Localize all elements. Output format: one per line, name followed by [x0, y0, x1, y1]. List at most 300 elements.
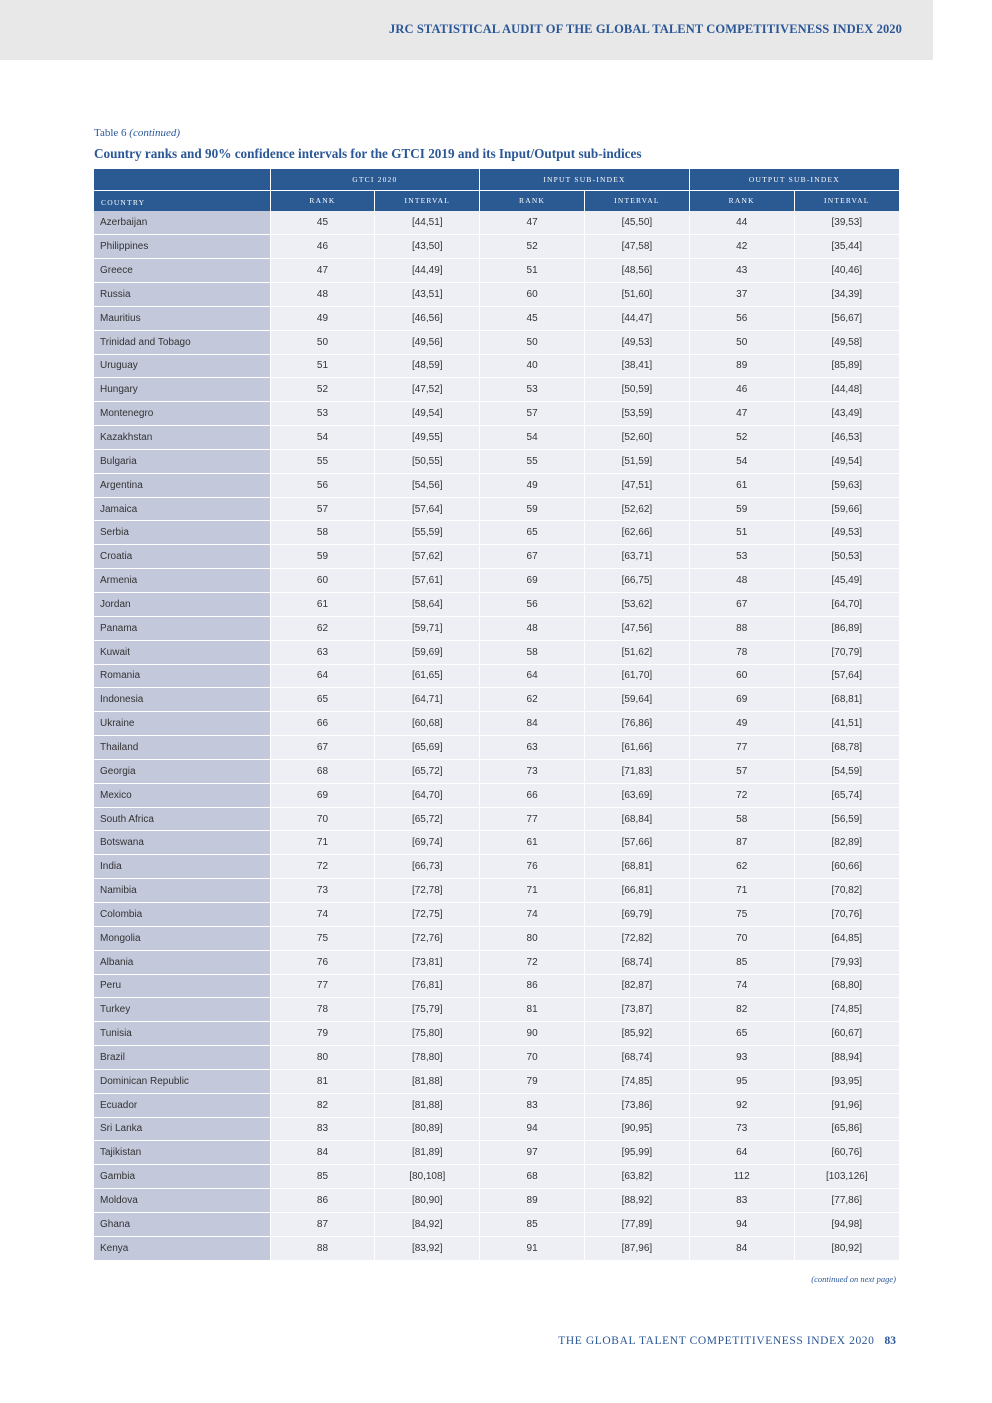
continued-note: (continued on next page) — [811, 1274, 896, 1284]
table-title: Country ranks and 90% confidence intervals for the GTCI 2019 and its Input/Output sub-indices — [94, 146, 642, 161]
table-row — [94, 616, 899, 640]
output-interval-cell: [65,74] — [794, 783, 899, 807]
gtci-interval-cell: [58,64] — [375, 593, 480, 617]
gtci-interval-cell: [48,59] — [375, 354, 480, 378]
table-row — [94, 1046, 899, 1070]
gtci-interval-cell: [80,90] — [375, 1189, 480, 1213]
input-interval-cell: [88,92] — [584, 1189, 689, 1213]
gtci-interval-cell: [78,80] — [375, 1046, 480, 1070]
gtci-rank-cell: 57 — [270, 497, 375, 521]
gtci-interval-cell: [57,62] — [375, 545, 480, 569]
output-interval-cell: [46,53] — [794, 426, 899, 450]
input-rank-cell: 52 — [480, 235, 585, 259]
input-interval-cell: [69,79] — [584, 902, 689, 926]
table-row — [94, 473, 899, 497]
output-interval-cell: [64,85] — [794, 926, 899, 950]
input-interval-cell: [47,58] — [584, 235, 689, 259]
input-rank-cell: 55 — [480, 449, 585, 473]
gtci-rank-cell: 54 — [270, 426, 375, 450]
country-cell: Hungary — [94, 378, 270, 402]
header-gtci-interval: INTERVAL — [375, 190, 480, 211]
input-interval-cell: [85,92] — [584, 1022, 689, 1046]
input-interval-cell: [53,59] — [584, 402, 689, 426]
table-row — [94, 807, 899, 831]
country-cell: Trinidad and Tobago — [94, 330, 270, 354]
output-interval-cell: [70,79] — [794, 640, 899, 664]
output-interval-cell: [49,53] — [794, 521, 899, 545]
output-rank-cell: 50 — [689, 330, 794, 354]
gtci-rank-cell: 56 — [270, 473, 375, 497]
gtci-rank-cell: 72 — [270, 855, 375, 879]
input-interval-cell: [68,81] — [584, 855, 689, 879]
country-cell: Panama — [94, 616, 270, 640]
table-continued-label: (continued) — [129, 127, 180, 139]
output-rank-cell: 88 — [689, 616, 794, 640]
input-rank-cell: 69 — [480, 569, 585, 593]
table-row — [94, 378, 899, 402]
gtci-rank-cell: 86 — [270, 1189, 375, 1213]
output-rank-cell: 51 — [689, 521, 794, 545]
table-row — [94, 736, 899, 760]
country-cell: Dominican Republic — [94, 1069, 270, 1093]
output-rank-cell: 54 — [689, 449, 794, 473]
input-interval-cell: [57,66] — [584, 831, 689, 855]
table-row — [94, 831, 899, 855]
input-rank-cell: 45 — [480, 306, 585, 330]
input-interval-cell: [61,66] — [584, 736, 689, 760]
gtci-interval-cell: [49,54] — [375, 402, 480, 426]
gtci-interval-cell: [73,81] — [375, 950, 480, 974]
output-interval-cell: [43,49] — [794, 402, 899, 426]
gtci-interval-cell: [57,61] — [375, 569, 480, 593]
input-interval-cell: [66,81] — [584, 879, 689, 903]
country-cell: Jordan — [94, 593, 270, 617]
gtci-interval-cell: [66,73] — [375, 855, 480, 879]
sub-header-row — [94, 190, 899, 211]
gtci-rank-cell: 75 — [270, 926, 375, 950]
gtci-rank-cell: 59 — [270, 545, 375, 569]
footer-title: THE GLOBAL TALENT COMPETITIVENESS INDEX 2020 — [558, 1335, 875, 1347]
output-interval-cell: [50,53] — [794, 545, 899, 569]
header-input-rank: RANK — [480, 190, 585, 211]
country-cell: Greece — [94, 259, 270, 283]
output-rank-cell: 65 — [689, 1022, 794, 1046]
table-row — [94, 1212, 899, 1236]
gtci-interval-cell: [81,89] — [375, 1141, 480, 1165]
output-interval-cell: [82,89] — [794, 831, 899, 855]
output-rank-cell: 95 — [689, 1069, 794, 1093]
input-interval-cell: [45,50] — [584, 211, 689, 235]
input-rank-cell: 61 — [480, 831, 585, 855]
input-rank-cell: 76 — [480, 855, 585, 879]
table-row — [94, 998, 899, 1022]
country-cell: Bulgaria — [94, 449, 270, 473]
gtci-interval-cell: [84,92] — [375, 1212, 480, 1236]
input-interval-cell: [68,84] — [584, 807, 689, 831]
table-row — [94, 354, 899, 378]
gtci-interval-cell: [44,51] — [375, 211, 480, 235]
table-row — [94, 497, 899, 521]
input-rank-cell: 94 — [480, 1117, 585, 1141]
country-cell: Tajikistan — [94, 1141, 270, 1165]
page-footer — [558, 1335, 896, 1347]
input-rank-cell: 48 — [480, 616, 585, 640]
table-row — [94, 259, 899, 283]
header-output-rank: RANK — [689, 190, 794, 211]
country-cell: Jamaica — [94, 497, 270, 521]
gtci-rank-cell: 55 — [270, 449, 375, 473]
input-rank-cell: 73 — [480, 759, 585, 783]
table-row — [94, 950, 899, 974]
gtci-interval-cell: [80,89] — [375, 1117, 480, 1141]
output-rank-cell: 85 — [689, 950, 794, 974]
gtci-interval-cell: [69,74] — [375, 831, 480, 855]
country-cell: Sri Lanka — [94, 1117, 270, 1141]
output-interval-cell: [77,86] — [794, 1189, 899, 1213]
input-interval-cell: [50,59] — [584, 378, 689, 402]
gtci-interval-cell: [61,65] — [375, 664, 480, 688]
gtci-rank-cell: 76 — [270, 950, 375, 974]
output-rank-cell: 83 — [689, 1189, 794, 1213]
input-rank-cell: 54 — [480, 426, 585, 450]
input-rank-cell: 66 — [480, 783, 585, 807]
gtci-rank-cell: 46 — [270, 235, 375, 259]
input-rank-cell: 62 — [480, 688, 585, 712]
gtci-rank-cell: 79 — [270, 1022, 375, 1046]
country-cell: Argentina — [94, 473, 270, 497]
output-interval-cell: [44,48] — [794, 378, 899, 402]
country-cell: Montenegro — [94, 402, 270, 426]
input-rank-cell: 74 — [480, 902, 585, 926]
output-rank-cell: 87 — [689, 831, 794, 855]
input-rank-cell: 68 — [480, 1165, 585, 1189]
output-rank-cell: 67 — [689, 593, 794, 617]
input-rank-cell: 97 — [480, 1141, 585, 1165]
input-interval-cell: [51,62] — [584, 640, 689, 664]
output-interval-cell: [54,59] — [794, 759, 899, 783]
table-row — [94, 1022, 899, 1046]
page-number: 83 — [884, 1335, 896, 1347]
input-interval-cell: [82,87] — [584, 974, 689, 998]
input-rank-cell: 51 — [480, 259, 585, 283]
table-row — [94, 1093, 899, 1117]
input-rank-cell: 53 — [480, 378, 585, 402]
country-cell: Mexico — [94, 783, 270, 807]
output-rank-cell: 94 — [689, 1212, 794, 1236]
input-rank-cell: 57 — [480, 402, 585, 426]
output-interval-cell: [91,96] — [794, 1093, 899, 1117]
table-row — [94, 926, 899, 950]
gtci-interval-cell: [44,49] — [375, 259, 480, 283]
gtci-rank-cell: 45 — [270, 211, 375, 235]
output-rank-cell: 56 — [689, 306, 794, 330]
input-rank-cell: 81 — [480, 998, 585, 1022]
running-header-title: JRC STATISTICAL AUDIT OF THE GLOBAL TALENT COMPETITIVENESS INDEX 2020 — [389, 22, 902, 36]
country-cell: Mongolia — [94, 926, 270, 950]
input-interval-cell: [51,59] — [584, 449, 689, 473]
input-interval-cell: [47,51] — [584, 473, 689, 497]
output-rank-cell: 52 — [689, 426, 794, 450]
input-rank-cell: 70 — [480, 1046, 585, 1070]
output-interval-cell: [57,64] — [794, 664, 899, 688]
gtci-rank-cell: 74 — [270, 902, 375, 926]
input-rank-cell: 77 — [480, 807, 585, 831]
output-rank-cell: 57 — [689, 759, 794, 783]
country-cell: Tunisia — [94, 1022, 270, 1046]
output-interval-cell: [68,81] — [794, 688, 899, 712]
country-cell: Kenya — [94, 1236, 270, 1260]
input-interval-cell: [62,66] — [584, 521, 689, 545]
output-interval-cell: [40,46] — [794, 259, 899, 283]
output-rank-cell: 44 — [689, 211, 794, 235]
input-rank-cell: 89 — [480, 1189, 585, 1213]
output-interval-cell: [70,82] — [794, 879, 899, 903]
header-gtci-rank: RANK — [270, 190, 375, 211]
table-row — [94, 664, 899, 688]
gtci-interval-cell: [64,71] — [375, 688, 480, 712]
gtci-interval-cell: [54,56] — [375, 473, 480, 497]
gtci-interval-cell: [81,88] — [375, 1069, 480, 1093]
table-row — [94, 712, 899, 736]
gtci-rank-cell: 84 — [270, 1141, 375, 1165]
input-interval-cell: [68,74] — [584, 1046, 689, 1070]
group-header-output: OUTPUT SUB-INDEX — [689, 169, 899, 190]
gtci-interval-cell: [72,76] — [375, 926, 480, 950]
output-rank-cell: 69 — [689, 688, 794, 712]
output-interval-cell: [34,39] — [794, 283, 899, 307]
gtci-rank-cell: 58 — [270, 521, 375, 545]
output-rank-cell: 46 — [689, 378, 794, 402]
output-rank-cell: 78 — [689, 640, 794, 664]
input-rank-cell: 71 — [480, 879, 585, 903]
table-row — [94, 569, 899, 593]
output-interval-cell: [39,53] — [794, 211, 899, 235]
country-cell: Serbia — [94, 521, 270, 545]
country-cell: Indonesia — [94, 688, 270, 712]
output-rank-cell: 74 — [689, 974, 794, 998]
country-cell: India — [94, 855, 270, 879]
output-rank-cell: 43 — [689, 259, 794, 283]
header-output-interval: INTERVAL — [794, 190, 899, 211]
country-cell: Ecuador — [94, 1093, 270, 1117]
output-interval-cell: [86,89] — [794, 616, 899, 640]
table-row — [94, 1236, 899, 1260]
table-row — [94, 783, 899, 807]
table-row — [94, 402, 899, 426]
input-interval-cell: [73,86] — [584, 1093, 689, 1117]
country-cell: Croatia — [94, 545, 270, 569]
input-interval-cell: [90,95] — [584, 1117, 689, 1141]
output-interval-cell: [49,58] — [794, 330, 899, 354]
output-interval-cell: [60,67] — [794, 1022, 899, 1046]
input-interval-cell: [49,53] — [584, 330, 689, 354]
table-row — [94, 306, 899, 330]
output-interval-cell: [68,78] — [794, 736, 899, 760]
gtci-interval-cell: [83,92] — [375, 1236, 480, 1260]
output-interval-cell: [74,85] — [794, 998, 899, 1022]
gtci-interval-cell: [80,108] — [375, 1165, 480, 1189]
running-header — [0, 0, 933, 60]
output-interval-cell: [56,59] — [794, 807, 899, 831]
gtci-rank-cell: 73 — [270, 879, 375, 903]
ranks-table — [94, 169, 899, 1261]
input-rank-cell: 86 — [480, 974, 585, 998]
gtci-interval-cell: [72,78] — [375, 879, 480, 903]
country-cell: Ukraine — [94, 712, 270, 736]
table-row — [94, 640, 899, 664]
gtci-rank-cell: 77 — [270, 974, 375, 998]
table-row — [94, 593, 899, 617]
output-rank-cell: 75 — [689, 902, 794, 926]
country-cell: Romania — [94, 664, 270, 688]
gtci-rank-cell: 60 — [270, 569, 375, 593]
gtci-interval-cell: [49,55] — [375, 426, 480, 450]
gtci-rank-cell: 82 — [270, 1093, 375, 1117]
output-interval-cell: [85,89] — [794, 354, 899, 378]
country-cell: Botswana — [94, 831, 270, 855]
input-rank-cell: 59 — [480, 497, 585, 521]
table-row — [94, 879, 899, 903]
output-interval-cell: [59,66] — [794, 497, 899, 521]
country-cell: Ghana — [94, 1212, 270, 1236]
gtci-rank-cell: 52 — [270, 378, 375, 402]
country-cell: Kuwait — [94, 640, 270, 664]
country-cell: Russia — [94, 283, 270, 307]
gtci-rank-cell: 70 — [270, 807, 375, 831]
group-header-input: INPUT SUB-INDEX — [480, 169, 690, 190]
input-interval-cell: [68,74] — [584, 950, 689, 974]
output-rank-cell: 92 — [689, 1093, 794, 1117]
country-cell: South Africa — [94, 807, 270, 831]
country-cell: Thailand — [94, 736, 270, 760]
header-country: COUNTRY — [94, 190, 270, 211]
output-rank-cell: 49 — [689, 712, 794, 736]
gtci-interval-cell: [50,55] — [375, 449, 480, 473]
country-cell: Colombia — [94, 902, 270, 926]
gtci-interval-cell: [46,56] — [375, 306, 480, 330]
table-body — [94, 211, 899, 1260]
gtci-rank-cell: 50 — [270, 330, 375, 354]
output-rank-cell: 84 — [689, 1236, 794, 1260]
output-rank-cell: 73 — [689, 1117, 794, 1141]
input-rank-cell: 65 — [480, 521, 585, 545]
input-interval-cell: [63,69] — [584, 783, 689, 807]
gtci-interval-cell: [64,70] — [375, 783, 480, 807]
table-row — [94, 211, 899, 235]
input-rank-cell: 56 — [480, 593, 585, 617]
gtci-rank-cell: 65 — [270, 688, 375, 712]
input-rank-cell: 85 — [480, 1212, 585, 1236]
output-interval-cell: [45,49] — [794, 569, 899, 593]
output-rank-cell: 42 — [689, 235, 794, 259]
gtci-rank-cell: 71 — [270, 831, 375, 855]
input-interval-cell: [77,89] — [584, 1212, 689, 1236]
input-rank-cell: 63 — [480, 736, 585, 760]
gtci-rank-cell: 53 — [270, 402, 375, 426]
table-row — [94, 330, 899, 354]
table-row — [94, 426, 899, 450]
output-rank-cell: 58 — [689, 807, 794, 831]
input-rank-cell: 40 — [480, 354, 585, 378]
table-row — [94, 449, 899, 473]
table-row — [94, 974, 899, 998]
input-interval-cell: [47,56] — [584, 616, 689, 640]
output-interval-cell: [93,95] — [794, 1069, 899, 1093]
input-interval-cell: [38,41] — [584, 354, 689, 378]
output-interval-cell: [79,93] — [794, 950, 899, 974]
table-row — [94, 1117, 899, 1141]
table-row — [94, 1189, 899, 1213]
country-cell: Moldova — [94, 1189, 270, 1213]
output-rank-cell: 82 — [689, 998, 794, 1022]
table-row — [94, 1141, 899, 1165]
gtci-rank-cell: 88 — [270, 1236, 375, 1260]
input-rank-cell: 79 — [480, 1069, 585, 1093]
gtci-rank-cell: 80 — [270, 1046, 375, 1070]
gtci-interval-cell: [75,79] — [375, 998, 480, 1022]
input-interval-cell: [48,56] — [584, 259, 689, 283]
output-rank-cell: 70 — [689, 926, 794, 950]
gtci-rank-cell: 68 — [270, 759, 375, 783]
input-interval-cell: [66,75] — [584, 569, 689, 593]
country-cell: Armenia — [94, 569, 270, 593]
gtci-interval-cell: [57,64] — [375, 497, 480, 521]
country-cell: Albania — [94, 950, 270, 974]
output-rank-cell: 48 — [689, 569, 794, 593]
gtci-interval-cell: [75,80] — [375, 1022, 480, 1046]
gtci-rank-cell: 81 — [270, 1069, 375, 1093]
gtci-interval-cell: [72,75] — [375, 902, 480, 926]
gtci-rank-cell: 64 — [270, 664, 375, 688]
input-rank-cell: 84 — [480, 712, 585, 736]
gtci-rank-cell: 49 — [270, 306, 375, 330]
country-cell: Azerbaijan — [94, 211, 270, 235]
input-rank-cell: 90 — [480, 1022, 585, 1046]
gtci-rank-cell: 87 — [270, 1212, 375, 1236]
output-interval-cell: [41,51] — [794, 712, 899, 736]
gtci-rank-cell: 67 — [270, 736, 375, 760]
input-interval-cell: [59,64] — [584, 688, 689, 712]
output-interval-cell: [80,92] — [794, 1236, 899, 1260]
output-rank-cell: 93 — [689, 1046, 794, 1070]
table-caption — [94, 127, 180, 139]
country-cell: Brazil — [94, 1046, 270, 1070]
group-header-row — [94, 169, 899, 190]
output-interval-cell: [70,76] — [794, 902, 899, 926]
output-rank-cell: 62 — [689, 855, 794, 879]
input-interval-cell: [87,96] — [584, 1236, 689, 1260]
gtci-interval-cell: [59,71] — [375, 616, 480, 640]
gtci-interval-cell: [65,69] — [375, 736, 480, 760]
output-interval-cell: [65,86] — [794, 1117, 899, 1141]
input-interval-cell: [63,71] — [584, 545, 689, 569]
gtci-interval-cell: [49,56] — [375, 330, 480, 354]
output-interval-cell: [88,94] — [794, 1046, 899, 1070]
gtci-rank-cell: 47 — [270, 259, 375, 283]
input-rank-cell: 80 — [480, 926, 585, 950]
input-interval-cell: [95,99] — [584, 1141, 689, 1165]
country-cell: Namibia — [94, 879, 270, 903]
table-row — [94, 902, 899, 926]
country-cell: Philippines — [94, 235, 270, 259]
output-rank-cell: 37 — [689, 283, 794, 307]
country-cell: Uruguay — [94, 354, 270, 378]
gtci-rank-cell: 85 — [270, 1165, 375, 1189]
input-interval-cell: [72,82] — [584, 926, 689, 950]
input-interval-cell: [44,47] — [584, 306, 689, 330]
gtci-rank-cell: 48 — [270, 283, 375, 307]
country-cell: Turkey — [94, 998, 270, 1022]
